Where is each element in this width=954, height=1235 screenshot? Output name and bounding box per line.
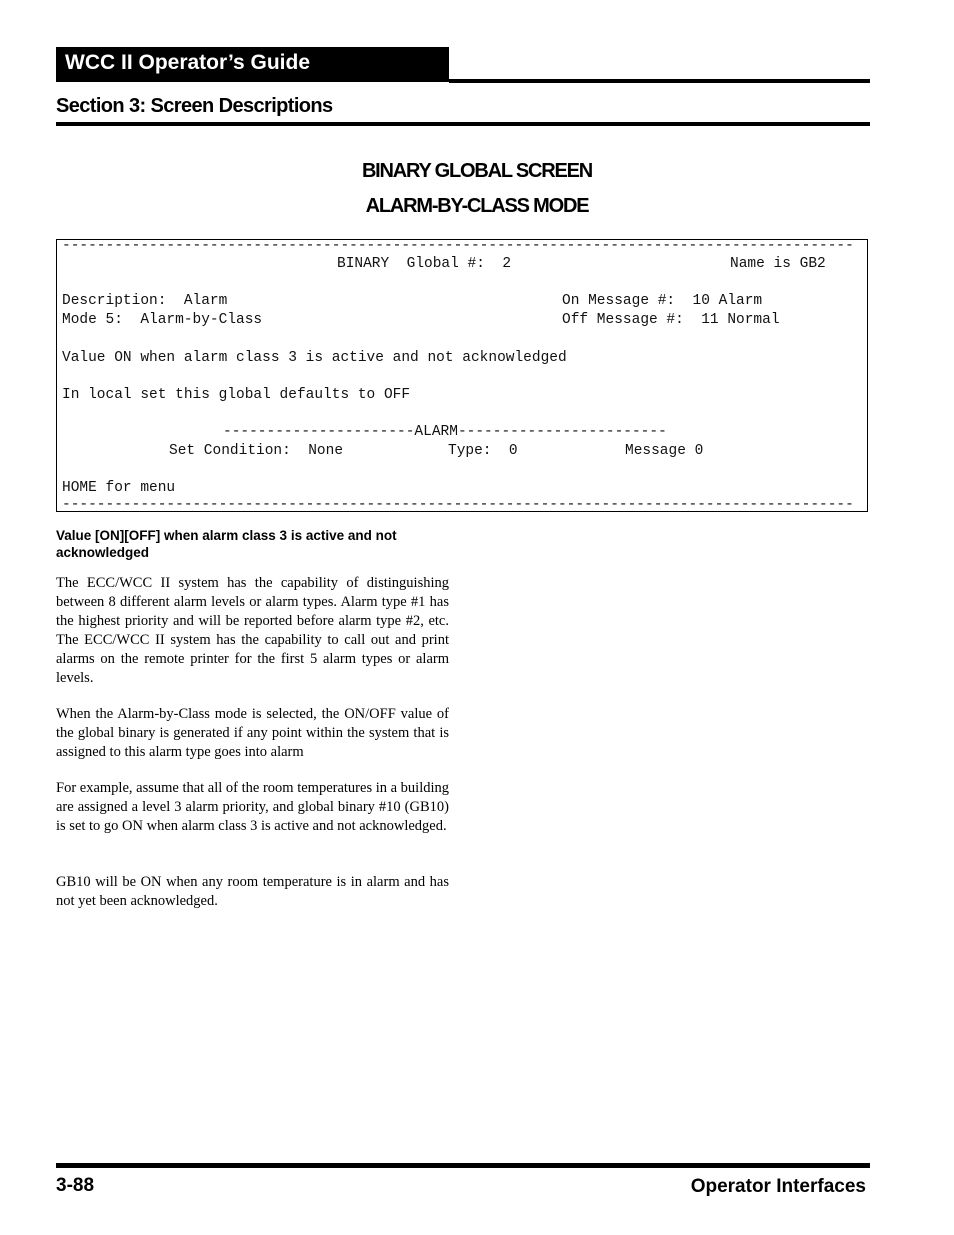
section-title: Section 3: Screen Descriptions <box>56 95 333 117</box>
alarm-type-field: Type: 0 <box>448 443 518 459</box>
off-message-line: Off Message #: 11 Normal <box>562 312 780 328</box>
value-line: Value ON when alarm class 3 is active and not acknowledged <box>62 350 567 366</box>
on-message-line: On Message #: 10 Alarm <box>562 293 763 309</box>
footer-section-name: Operator Interfaces <box>690 1176 866 1197</box>
header-rule <box>449 79 870 83</box>
local-default-line: In local set this global defaults to OFF <box>62 387 411 403</box>
paragraph-alarm-levels: The ECC/WCC II system has the capability of distinguishing between 8 different alarm levels or alarm types. Alarm type #1 has the highest priority and will be reported before alarm type #2, etc. The ECC/WCC II system has the capability to call out and print alarms on the remote printer for the first 5 alarm types or alarm levels. <box>56 575 449 686</box>
terminal-bottom-border: ------------------------------------------------------------------------------------------- <box>62 500 854 510</box>
paragraph-example: For example, assume that all of the room temperatures in a building are assigned a level 3 alarm priority, and global binary #10 (GB10) is set to go ON when alarm class 3 is active and not acknowledged. <box>56 780 450 834</box>
global-name-label: Name is GB2 <box>730 256 826 272</box>
alarm-divider: ----------------------ALARM------------------------ <box>223 424 667 440</box>
mode-line: Mode 5: Alarm-by-Class <box>62 312 263 328</box>
alarm-message-field: Message 0 <box>625 443 704 459</box>
set-condition-field: Set Condition: None <box>169 443 344 459</box>
guide-title: WCC II Operator’s Guide <box>65 51 311 74</box>
description-line: Description: Alarm <box>62 293 228 309</box>
footer-rule <box>56 1163 870 1168</box>
global-number-label: BINARY Global #: 2 <box>337 256 512 272</box>
terminal-top-border: ------------------------------------------------------------------------------------------- <box>62 241 854 251</box>
paragraph-gb10: GB10 will be ON when any room temperature is in alarm and has not yet been acknowledged. <box>56 874 449 909</box>
paragraph-alarm-by-class: When the Alarm-by-Class mode is selected, the ON/OFF value of the global binary is generated if any point within the system that is assigned to this alarm type goes into alarm <box>56 706 449 760</box>
screen-subtitle: ALARM-BY-CLASS MODE <box>365 195 589 217</box>
page-number: 3-88 <box>56 1175 95 1196</box>
value-heading: Value [ON][OFF] when alarm class 3 is active and not acknowledged <box>56 528 397 560</box>
section-rule <box>56 122 870 126</box>
screen-title: BINARY GLOBAL SCREEN <box>361 160 593 182</box>
terminal-screen <box>56 239 868 512</box>
home-menu-line: HOME for menu <box>62 480 176 496</box>
